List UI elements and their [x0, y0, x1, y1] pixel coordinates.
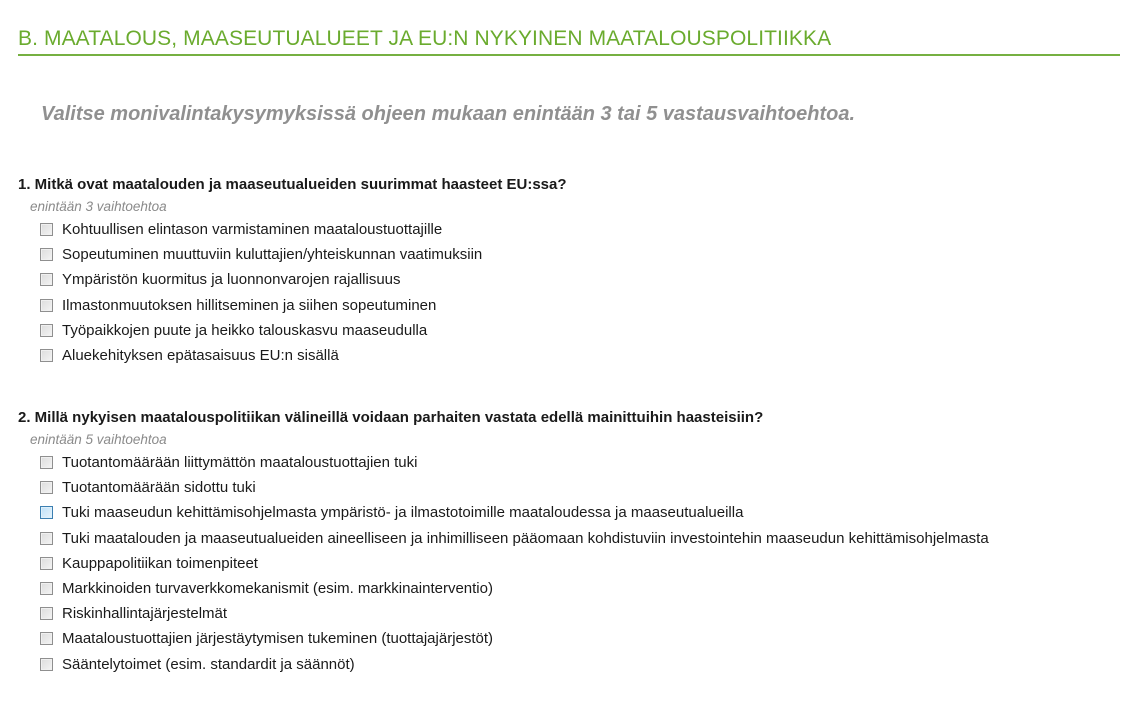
checkbox-hovered[interactable]: [40, 506, 53, 519]
section-title: B. MAATALOUS, MAASEUTUALUEET JA EU:N NYKYINEN MAATALOUSPOLITIIKKA: [18, 27, 832, 50]
option-item[interactable]: [40, 551, 989, 576]
checkbox[interactable]: [40, 481, 53, 494]
option-item[interactable]: [40, 526, 989, 551]
question-1: [18, 176, 567, 368]
checkbox[interactable]: [40, 582, 53, 595]
option-item[interactable]: [40, 601, 989, 626]
option-label: Ilmastonmuutoksen hillitseminen ja siihen sopeutuminen: [62, 296, 437, 314]
checkbox[interactable]: [40, 299, 53, 312]
option-label: Tuki maatalouden ja maaseutualueiden aineelliseen ja inhimilliseen pääomaan kohdistuviin investointehin maaseudun kehittämisohjelmasta: [62, 529, 989, 547]
option-label: Ympäristön kuormitus ja luonnonvarojen rajallisuus: [62, 271, 401, 289]
option-item[interactable]: [40, 318, 567, 343]
option-label: Sopeutuminen muuttuviin kuluttajien/yhteiskunnan vaatimuksiin: [62, 246, 483, 264]
checkbox[interactable]: [40, 456, 53, 469]
option-label: Tuotantomäärään sidottu tuki: [62, 479, 256, 497]
checkbox[interactable]: [40, 532, 53, 545]
checkbox[interactable]: [40, 248, 53, 261]
option-label: Sääntelytoimet (esim. standardit ja säännöt): [62, 655, 355, 673]
option-item[interactable]: [40, 217, 567, 242]
question-title: 2. Millä nykyisen maatalouspolitiikan välineillä voidaan parhaiten vastata edellä mainittuihin haasteisiin?: [18, 409, 764, 426]
checkbox[interactable]: [40, 324, 53, 337]
option-item[interactable]: [40, 652, 989, 677]
question-hint: enintään 5 vaihtoehtoa: [30, 432, 167, 447]
option-label: Riskinhallintajärjestelmät: [62, 605, 228, 623]
question-hint: enintään 3 vaihtoehtoa: [30, 199, 167, 214]
option-label: Tuotantomäärään liittymättön maataloustuottajien tuki: [62, 454, 418, 472]
option-item[interactable]: [40, 500, 989, 525]
checkbox[interactable]: [40, 557, 53, 570]
option-item[interactable]: [40, 576, 989, 601]
option-item[interactable]: [40, 267, 567, 292]
instruction-text: Valitse monivalintakysymyksissä ohjeen mukaan enintään 3 tai 5 vastausvaihtoehtoa.: [41, 103, 856, 125]
option-label: Maataloustuottajien järjestäytymisen tukeminen (tuottajajärjestöt): [62, 630, 494, 648]
option-label: Aluekehityksen epätasaisuus EU:n sisällä: [62, 347, 339, 365]
checkbox[interactable]: [40, 607, 53, 620]
option-item[interactable]: [40, 242, 567, 267]
option-item[interactable]: [40, 475, 989, 500]
question-2: [18, 409, 989, 677]
option-label: Kauppapolitiikan toimenpiteet: [62, 554, 258, 572]
checkbox[interactable]: [40, 658, 53, 671]
section-header: [18, 26, 1120, 56]
option-item[interactable]: [40, 343, 567, 368]
question-title: 1. Mitkä ovat maatalouden ja maaseutualueiden suurimmat haasteet EU:ssa?: [18, 176, 567, 193]
option-label: Markkinoiden turvaverkkomekanismit (esim. markkinainterventio): [62, 580, 493, 598]
option-list: [18, 450, 989, 677]
option-item[interactable]: [40, 626, 989, 651]
checkbox[interactable]: [40, 632, 53, 645]
option-item[interactable]: [40, 293, 567, 318]
checkbox[interactable]: [40, 223, 53, 236]
option-item[interactable]: [40, 450, 989, 475]
option-label: Tuki maaseudun kehittämisohjelmasta ympäristö- ja ilmastotoimille maataloudessa ja maaseutualueilla: [62, 504, 744, 522]
checkbox[interactable]: [40, 349, 53, 362]
checkbox[interactable]: [40, 273, 53, 286]
option-list: [18, 217, 567, 368]
option-label: Kohtuullisen elintason varmistaminen maataloustuottajille: [62, 221, 443, 239]
option-label: Työpaikkojen puute ja heikko talouskasvu maaseudulla: [62, 321, 428, 339]
